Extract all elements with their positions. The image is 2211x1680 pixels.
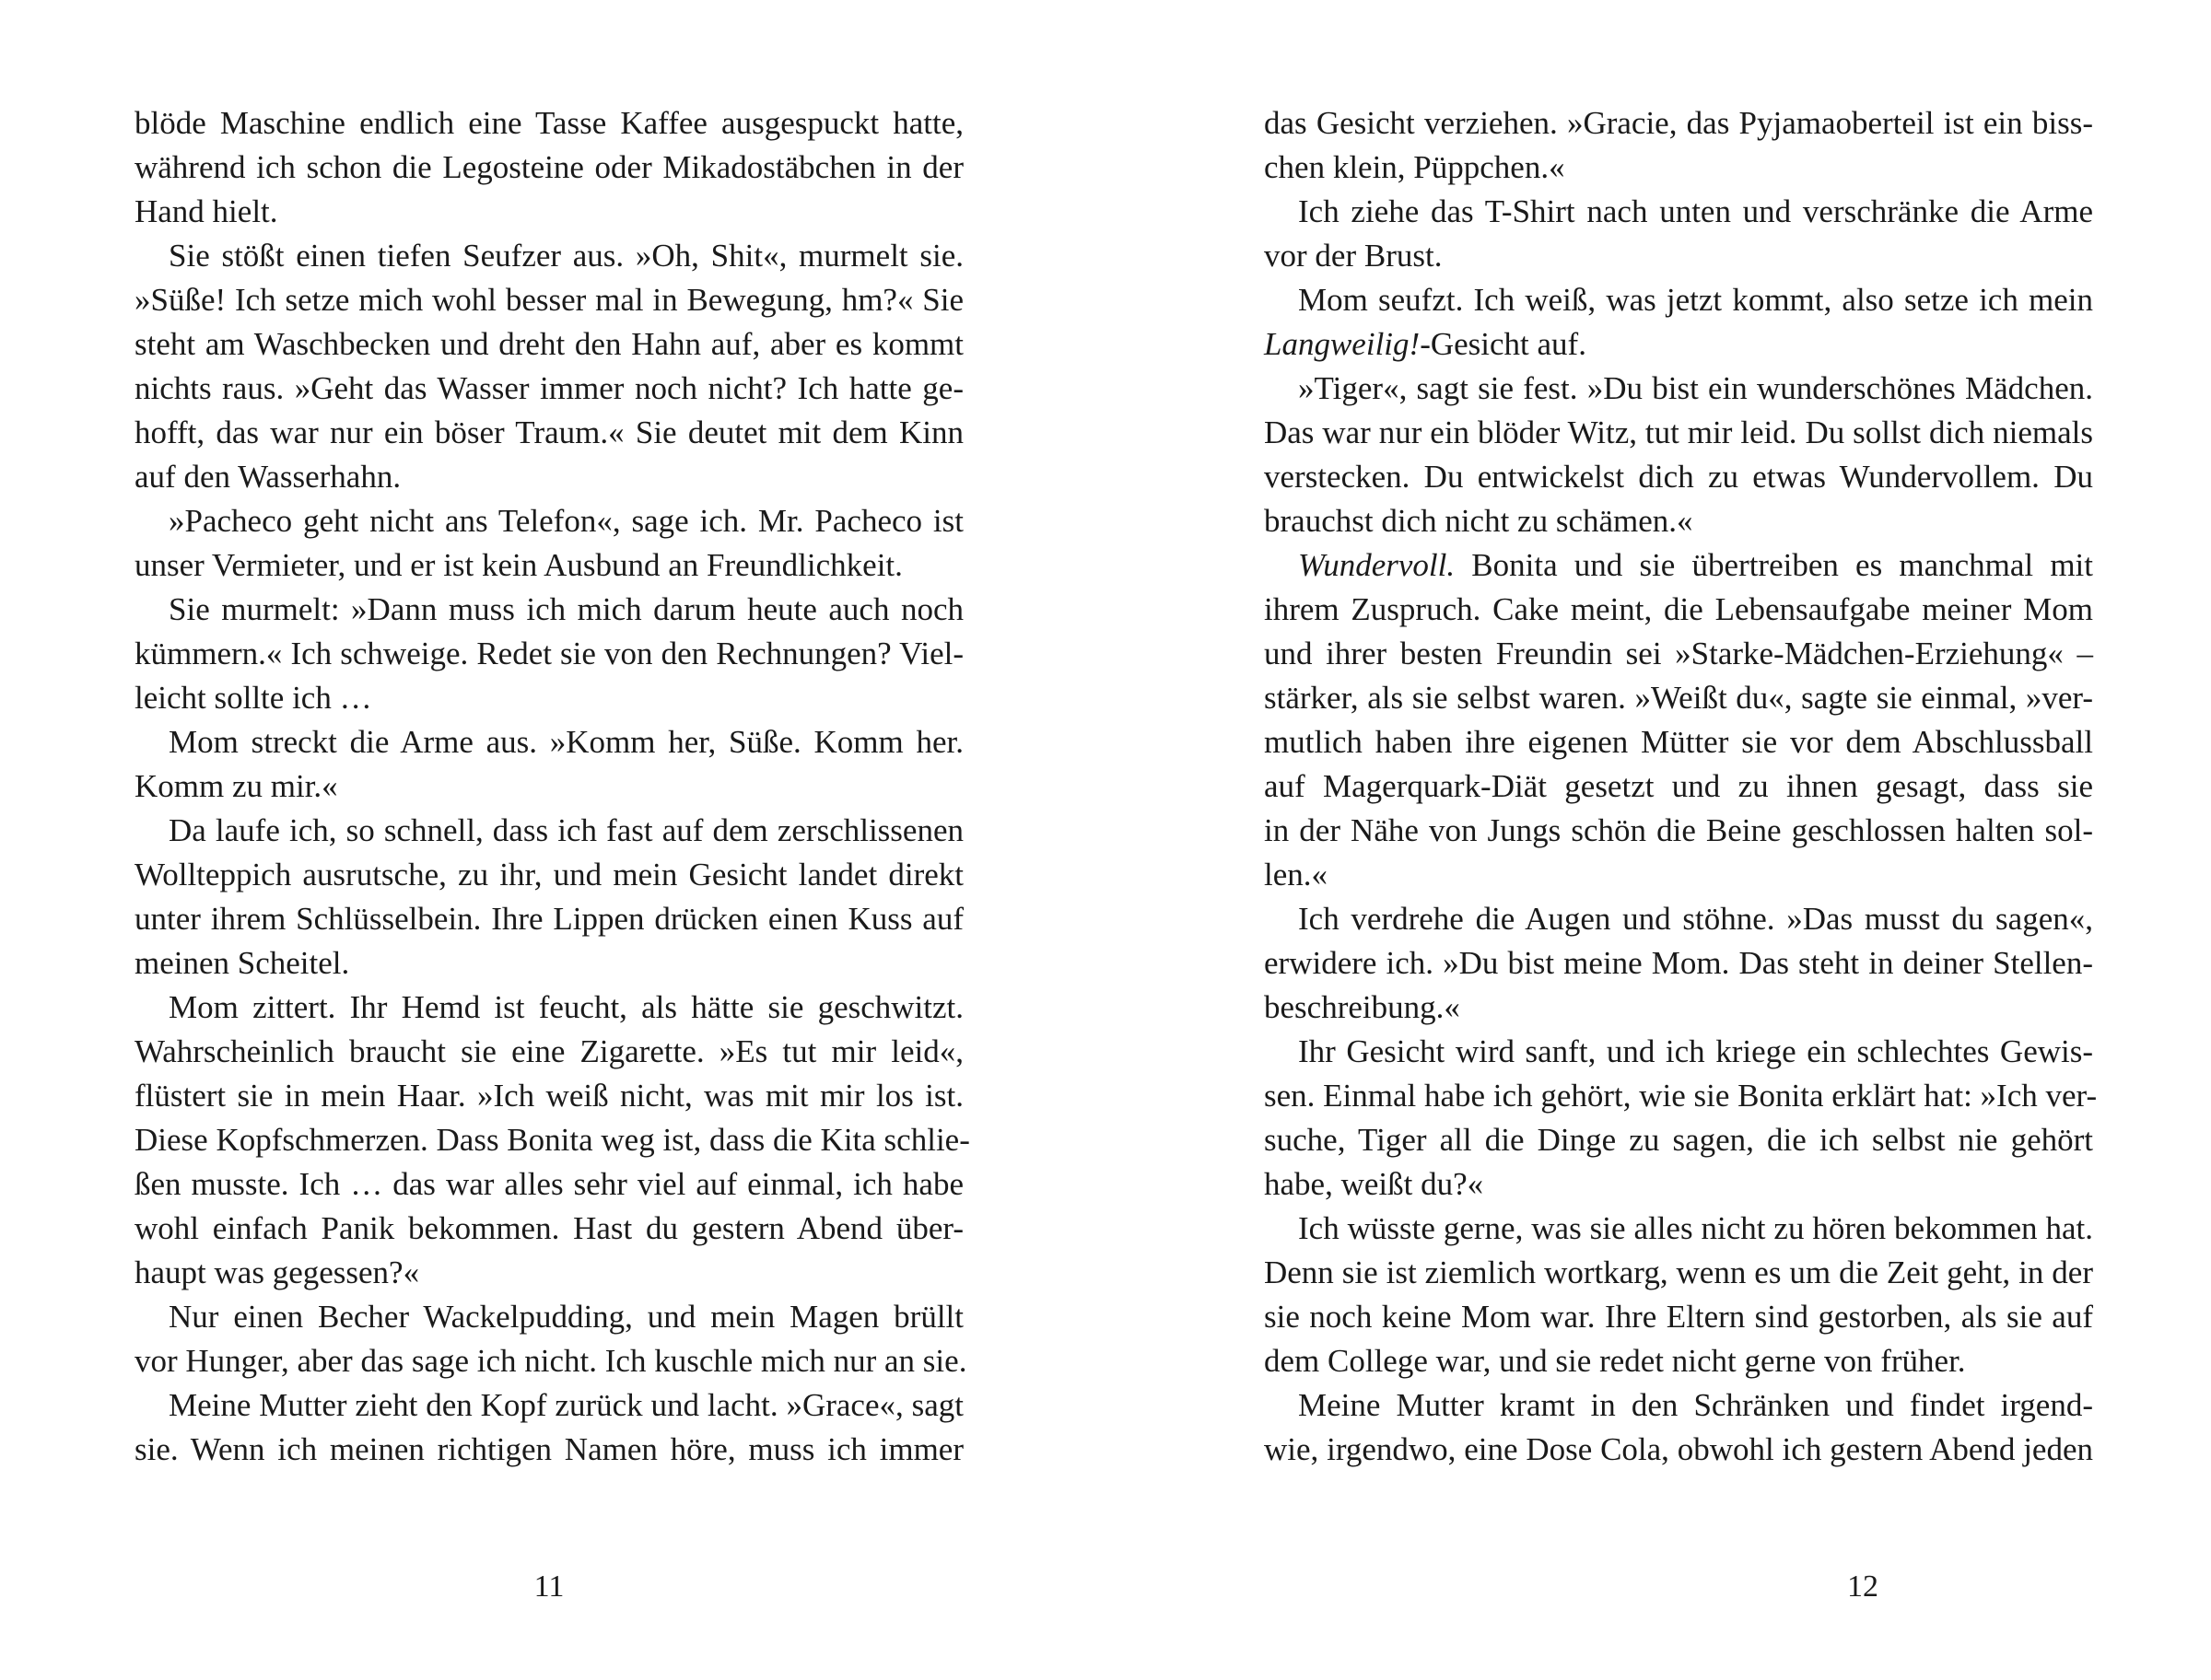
line-text: auf den Wasserhahn. — [135, 459, 402, 495]
text-line — [1264, 986, 2093, 1030]
line-text: stärker, als sie selbst waren. »Weißt du«, sagte sie einmal, »ver- — [1264, 680, 2093, 716]
line-text: Bonita und sie übertreiben es manchmal mit — [1455, 547, 2093, 583]
text-line — [1264, 1162, 2093, 1207]
line-text: Denn sie ist ziemlich wortkarg, wenn es um die Zeit geht, in der — [1264, 1254, 2093, 1290]
line-text: Sie stößt einen tiefen Seufzer aus. »Oh, Shit«, murmelt sie. — [169, 238, 964, 274]
line-text: chen klein, Püppchen.« — [1264, 149, 1565, 185]
right-page — [1106, 0, 2211, 1680]
line-text: Meine Mutter kramt in den Schränken und findet irgend- — [1298, 1387, 2093, 1423]
line-text: nichts raus. »Geht das Wasser immer noch nicht? Ich hatte ge- — [135, 370, 964, 406]
text-line — [1264, 278, 2093, 322]
text-line — [135, 367, 964, 411]
text-line — [1264, 1030, 2093, 1074]
text-line — [135, 676, 964, 720]
text-line — [1264, 1295, 2093, 1339]
text-line — [135, 322, 964, 367]
line-text: blöde Maschine endlich eine Tasse Kaffee ausgespuckt hatte, — [135, 105, 964, 141]
text-line — [135, 190, 964, 234]
line-text: vor der Brust. — [1264, 238, 1443, 274]
text-line — [135, 278, 964, 322]
italic-word: Langweilig! — [1264, 326, 1421, 362]
text-line — [135, 234, 964, 278]
text-line — [1264, 632, 2093, 676]
line-text: »Pacheco geht nicht ans Telefon«, sage ich. Mr. Pacheco ist — [169, 503, 964, 539]
line-text: hofft, das war nur ein böser Traum.« Sie deutet mit dem Kinn — [135, 414, 964, 450]
line-text: unter ihrem Schlüsselbein. Ihre Lippen drücken einen Kuss auf — [135, 901, 964, 937]
line-text: Hand hielt. — [135, 193, 278, 229]
line-text: kümmern.« Ich schweige. Redet sie von den Rechnungen? Viel- — [135, 636, 964, 671]
text-line — [135, 853, 964, 897]
line-text: wie, irgendwo, eine Dose Cola, obwohl ich gestern Abend jeden — [1264, 1431, 2093, 1467]
line-text: mutlich haben ihre eigenen Mütter sie vor dem Abschlussball — [1264, 724, 2093, 760]
line-text: Ihr Gesicht wird sanft, und ich kriege ein schlechtes Gewis- — [1298, 1033, 2093, 1069]
text-line — [135, 455, 964, 499]
line-text: sie. Wenn ich meinen richtigen Namen höre, muss ich immer — [135, 1431, 964, 1467]
line-text: habe, weißt du?« — [1264, 1166, 1484, 1202]
text-line — [1264, 146, 2093, 190]
line-text: Da laufe ich, so schnell, dass ich fast auf dem zerschlissenen — [169, 812, 964, 848]
text-line — [1264, 322, 2093, 367]
left-page-text — [135, 101, 970, 1472]
text-line — [135, 543, 964, 588]
text-line — [135, 986, 964, 1030]
text-line — [135, 1295, 964, 1339]
line-text: Diese Kopfschmerzen. Dass Bonita weg ist, dass die Kita schlie- — [135, 1122, 970, 1158]
line-text: brauchst dich nicht zu schämen.« — [1264, 503, 1693, 539]
text-line — [135, 411, 964, 455]
text-line — [135, 1118, 970, 1162]
text-line — [1264, 764, 2093, 809]
text-line — [1264, 676, 2093, 720]
line-text: -Gesicht auf. — [1420, 326, 1586, 362]
line-text: dem College war, und sie redet nicht gerne von früher. — [1264, 1343, 1966, 1379]
right-page-number: 12 — [1847, 1569, 1878, 1604]
line-text: Meine Mutter zieht den Kopf zurück und lacht. »Grace«, sagt — [169, 1387, 964, 1423]
text-line — [135, 1383, 964, 1428]
line-text: Mom seufzt. Ich weiß, was jetzt kommt, also setze ich mein — [1298, 282, 2093, 318]
line-text: Ich ziehe das T-Shirt nach unten und verschränke die Arme — [1298, 193, 2093, 229]
text-line — [135, 1207, 964, 1251]
text-line — [135, 1428, 964, 1472]
line-text: ihrem Zuspruch. Cake meint, die Lebensaufgabe meiner Mom — [1264, 591, 2093, 627]
text-line — [135, 1251, 964, 1295]
text-line — [135, 1339, 967, 1383]
text-line — [135, 764, 964, 809]
text-line — [135, 1162, 964, 1207]
line-text: Wahrscheinlich braucht sie eine Zigarette. »Es tut mir leid«, — [135, 1033, 964, 1069]
text-line — [135, 499, 964, 543]
line-text: haupt was gegessen?« — [135, 1254, 420, 1290]
text-line — [1264, 455, 2093, 499]
line-text: wohl einfach Panik bekommen. Hast du gestern Abend über- — [135, 1210, 964, 1246]
line-text: unser Vermieter, und er ist kein Ausbund an Freundlichkeit. — [135, 547, 903, 583]
line-text: Wollteppich ausrutsche, zu ihr, und mein Gesicht landet direkt — [135, 857, 964, 892]
line-text: sen. Einmal habe ich gehört, wie sie Bonita erklärt hat: »Ich ver- — [1264, 1078, 2098, 1114]
text-line — [135, 809, 964, 853]
text-line — [1264, 543, 2093, 588]
line-text: len.« — [1264, 857, 1328, 892]
text-line — [1264, 234, 2093, 278]
text-line — [135, 101, 964, 146]
text-line — [135, 632, 964, 676]
text-line — [1264, 1339, 2093, 1383]
text-line — [1264, 499, 2093, 543]
text-line — [1264, 1251, 2093, 1295]
line-text: »Tiger«, sagt sie fest. »Du bist ein wunderschönes Mädchen. — [1298, 370, 2093, 406]
right-page-text — [1264, 101, 2098, 1472]
line-text: Nur einen Becher Wackelpudding, und mein Magen brüllt — [169, 1299, 964, 1335]
line-text: suche, Tiger all die Dinge zu sagen, die ich selbst nie gehört — [1264, 1122, 2093, 1158]
text-line — [135, 941, 964, 986]
line-text: Komm zu mir.« — [135, 768, 338, 804]
text-line — [1264, 101, 2093, 146]
line-text: Das war nur ein blöder Witz, tut mir leid. Du sollst dich niemals — [1264, 414, 2093, 450]
left-page-number: 11 — [533, 1569, 565, 1604]
text-line — [1264, 941, 2093, 986]
text-line — [135, 1030, 964, 1074]
text-line — [1264, 853, 2093, 897]
text-line — [1264, 809, 2093, 853]
line-text: leicht sollte ich … — [135, 680, 372, 716]
italic-word: Wundervoll. — [1298, 547, 1456, 583]
text-line — [135, 588, 964, 632]
line-text: ßen musste. Ich … das war alles sehr viel auf einmal, ich habe — [135, 1166, 964, 1202]
line-text: »Süße! Ich setze mich wohl besser mal in Bewegung, hm?« Sie — [135, 282, 964, 318]
line-text: Mom streckt die Arme aus. »Komm her, Süße. Komm her. — [169, 724, 964, 760]
text-line — [1264, 190, 2093, 234]
line-text: erwidere ich. »Du bist meine Mom. Das steht in deiner Stellen- — [1264, 945, 2093, 981]
line-text: während ich schon die Legosteine oder Mikadostäbchen in der — [135, 149, 964, 185]
text-line — [135, 1074, 964, 1118]
line-text: Mom zittert. Ihr Hemd ist feucht, als hätte sie geschwitzt. — [169, 989, 964, 1025]
text-line — [1264, 720, 2093, 764]
line-text: Ich verdrehe die Augen und stöhne. »Das musst du sagen«, — [1298, 901, 2093, 937]
line-text: beschreibung.« — [1264, 989, 1460, 1025]
text-line — [1264, 1207, 2093, 1251]
line-text: steht am Waschbecken und dreht den Hahn auf, aber es kommt — [135, 326, 964, 362]
line-text: vor Hunger, aber das sage ich nicht. Ich kuschle mich nur an sie. — [135, 1343, 967, 1379]
text-line — [135, 720, 964, 764]
line-text: flüstert sie in mein Haar. »Ich weiß nicht, was mit mir los ist. — [135, 1078, 964, 1114]
text-line — [1264, 411, 2093, 455]
text-line — [135, 146, 964, 190]
line-text: Sie murmelt: »Dann muss ich mich darum heute auch noch — [169, 591, 964, 627]
text-line — [135, 897, 964, 941]
text-line — [1264, 367, 2093, 411]
line-text: das Gesicht verziehen. »Gracie, das Pyjamaoberteil ist ein biss- — [1264, 105, 2093, 141]
text-line — [1264, 1383, 2093, 1428]
line-text: in der Nähe von Jungs schön die Beine geschlossen halten sol- — [1264, 812, 2093, 848]
line-text: auf Magerquark-Diät gesetzt und zu ihnen gesagt, dass sie — [1264, 768, 2093, 804]
text-line — [1264, 1118, 2093, 1162]
text-line — [1264, 897, 2093, 941]
line-text: meinen Scheitel. — [135, 945, 350, 981]
line-text: verstecken. Du entwickelst dich zu etwas Wundervollem. Du — [1264, 459, 2093, 495]
text-line — [1264, 588, 2093, 632]
line-text: und ihrer besten Freundin sei »Starke-Mädchen-Erziehung« – — [1264, 636, 2093, 671]
text-line — [1264, 1074, 2098, 1118]
text-line — [1264, 1428, 2093, 1472]
line-text: sie noch keine Mom war. Ihre Eltern sind gestorben, als sie auf — [1264, 1299, 2093, 1335]
line-text: Ich wüsste gerne, was sie alles nicht zu hören bekommen hat. — [1298, 1210, 2093, 1246]
